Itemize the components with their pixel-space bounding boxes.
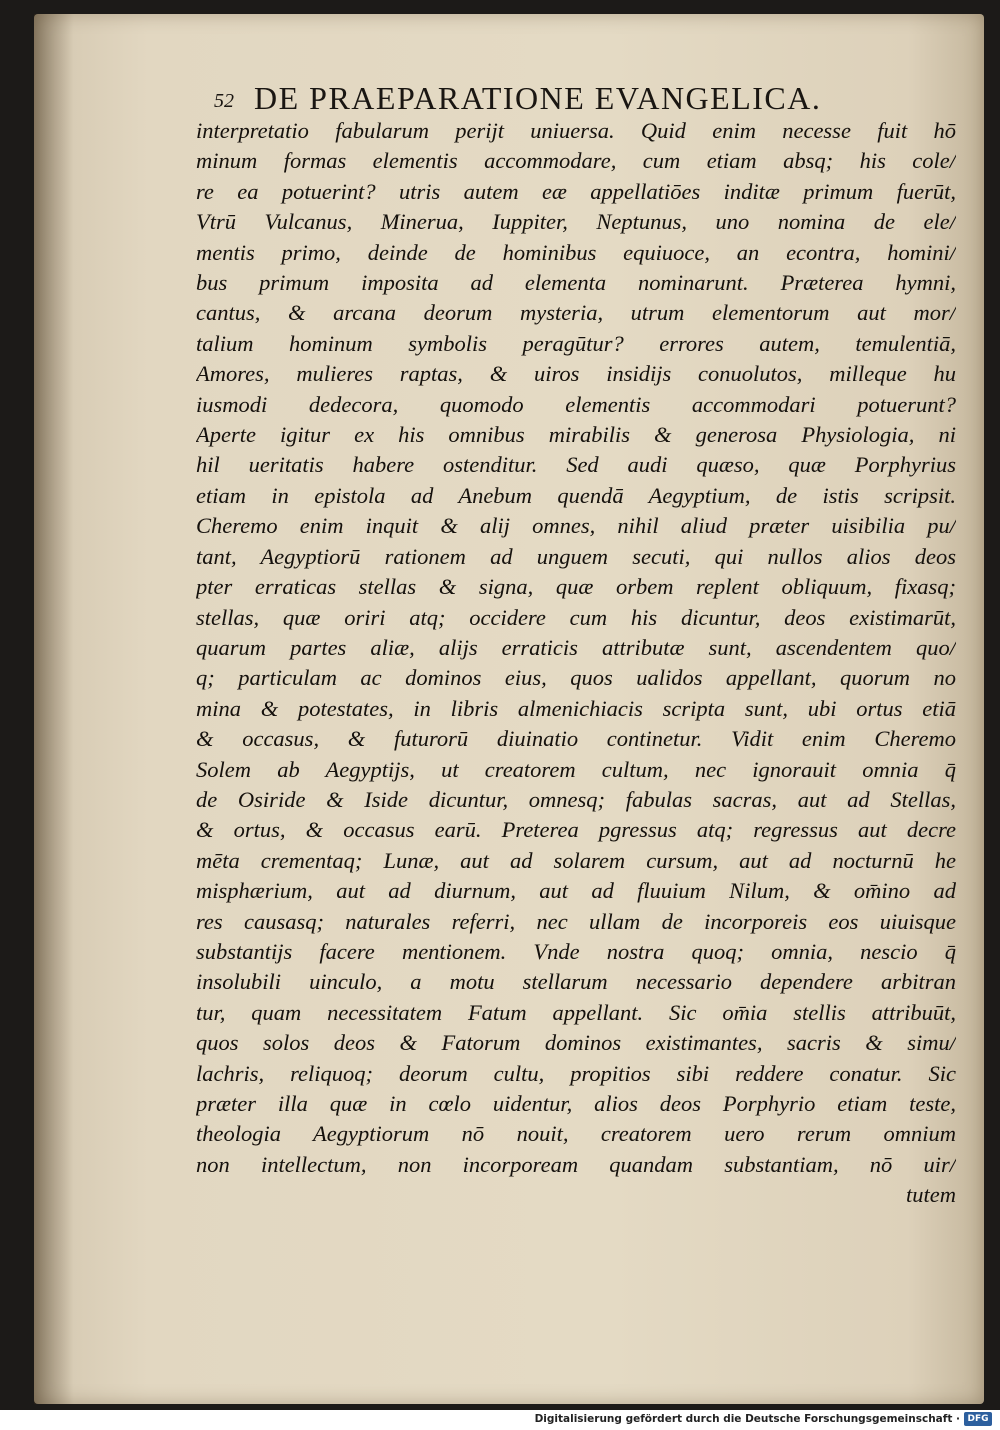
text-line: cantus, & arcana deorum mysteria, utrum elementorum aut mor/ — [196, 300, 956, 326]
text-line: Aperte igitur ex his omnibus mirabilis & generosa Physiologia, ni — [196, 422, 956, 448]
text-line: quos solos deos & Fatorum dominos existimantes, sacris & simu/ — [196, 1030, 956, 1056]
text-line: Cheremo enim inquit & alij omnes, nihil aliud præter uisibilia pu/ — [196, 513, 956, 539]
text-line: stellas, quæ oriri atq; occidere cum his dicuntur, deos existimarūt, — [196, 604, 956, 630]
text-line: non intellectum, non incorpoream quandam substantiam, nō uir/ — [196, 1151, 956, 1177]
text-line: misphærium, aut ad diurnum, aut ad fluuium Nilum, & om̄ino ad — [196, 878, 956, 904]
text-line: mina & potestates, in libris almenichiacis scripta sunt, ubi ortus etiā — [196, 695, 956, 721]
text-line: insolubili uinculo, a motu stellarum necessario dependere arbitran — [196, 969, 956, 995]
text-line: interpretatio fabularum perijt uniuersa. Quid enim necesse fuit hō — [196, 118, 956, 143]
text-line: minum formas elementis accommodare, cum etiam absq; his cole/ — [196, 148, 956, 174]
text-line: etiam in epistola ad Anebum quendā Aegyptium, de istis scripsit. — [196, 482, 956, 508]
text-line: re ea potuerint? utris autem eæ appellatiōes inditæ primum fuerūt, — [196, 178, 956, 204]
body-text — [196, 116, 956, 1211]
text-line: mēta crementaq; Lunæ, aut ad solarem cursum, aut ad nocturnū he — [196, 847, 956, 873]
text-line: mentis primo, deinde de hominibus equiuoce, an econtra, homini/ — [196, 239, 956, 265]
gutter-shadow — [34, 14, 74, 1404]
text-line: pter erraticas stellas & signa, quæ orbem replent obliquum, fixasq; — [196, 574, 956, 600]
text-line: præter illa quæ in cœlo uidentur, alios deos Porphyrio etiam teste, — [196, 1091, 956, 1116]
text-line: hil ueritatis habere ostenditur. Sed audi quæso, quæ Porphyrius — [196, 452, 956, 478]
text-line: talium hominum symbolis peragūtur? errores autem, temulentiā, — [196, 330, 956, 356]
text-line: iusmodi dedecora, quomodo elementis accommodari potuerunt? — [196, 391, 956, 417]
page-number: 52 — [214, 90, 234, 112]
catchword: tutem — [906, 1182, 956, 1208]
text-line: Vtrū Vulcanus, Minerua, Iuppiter, Neptunus, uno nomina de ele/ — [196, 209, 956, 235]
text-line: quarum partes aliæ, alijs erraticis attributæ sunt, ascendentem quo/ — [196, 634, 956, 660]
text-line: tur, quam necessitatem Fatum appellant. Sic om̄ia stellis attribuūt, — [196, 999, 956, 1025]
text-line: lachris, reliquoq; deorum cultu, propitios sibi reddere conatur. Sic — [196, 1060, 956, 1086]
digitization-footer — [0, 1410, 1000, 1430]
text-line: & occasus, & futurorū diuinatio continetur. Vidit enim Cheremo — [196, 726, 956, 752]
text-line: bus primum imposita ad elementa nominarunt. Præterea hymni, — [196, 270, 956, 296]
text-line: & ortus, & occasus earū. Preterea pgressus atq; regressus aut decre — [196, 817, 956, 843]
text-line: theologia Aegyptiorum nō nouit, creatorem uero rerum omnium — [196, 1121, 956, 1147]
running-title: DE PRAEPARATIONE EVANGELICA. — [254, 80, 822, 116]
text-line: Solem ab Aegyptijs, ut creatorem cultum, nec ignorauit omnia q̄ — [196, 756, 956, 782]
dfg-logo-icon: DFG — [964, 1412, 992, 1426]
funding-credit: Digitalisierung gefördert durch die Deutsche Forschungsgemeinschaft · — [534, 1413, 960, 1425]
text-line: tant, Aegyptiorū rationem ad unguem secuti, qui nullos alios deos — [196, 543, 956, 569]
text-line: de Osiride & Iside dicuntur, omnesq; fabulas sacras, aut ad Stellas, — [196, 786, 956, 812]
text-line: res causasq; naturales referri, nec ullam de incorporeis eos uiuisque — [196, 908, 956, 934]
text-line: q; particulam ac dominos eius, quos ualidos appellant, quorum no — [196, 665, 956, 691]
text-line: substantijs facere mentionem. Vnde nostra quoq; omnia, nescio q̄ — [196, 938, 956, 964]
text-line: Amores, mulieres raptas, & uiros insidijs conuolutos, milleque hu — [196, 361, 956, 387]
